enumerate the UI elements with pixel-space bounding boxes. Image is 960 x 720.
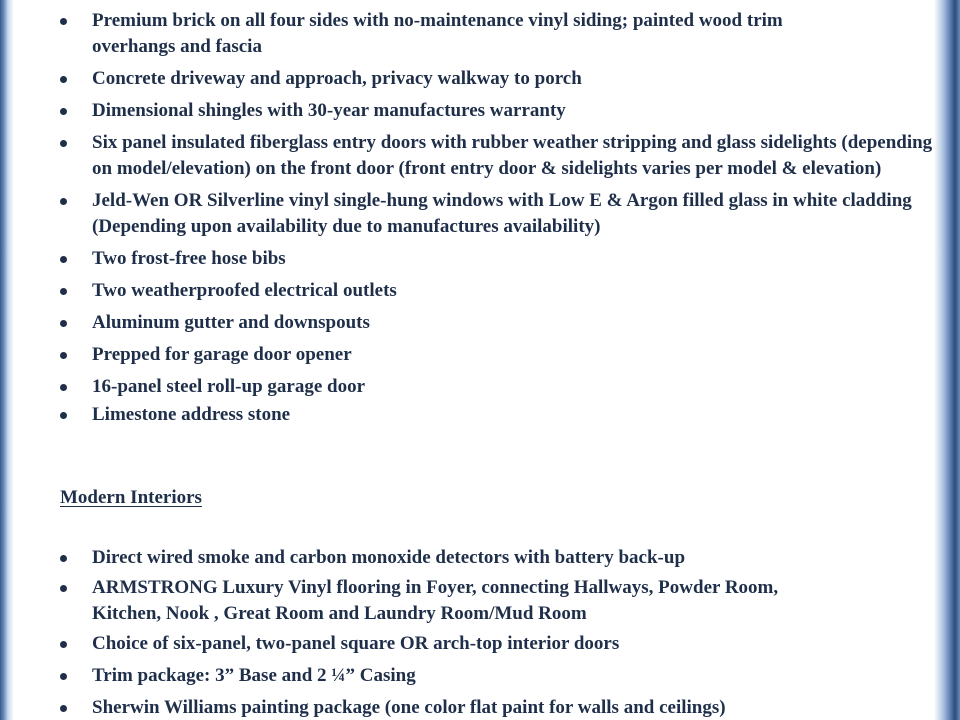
list-item: [60, 695, 910, 720]
bullet-icon: [60, 140, 67, 147]
page-border-right: [934, 0, 960, 720]
list-item: [60, 98, 910, 124]
bullet-icon: [60, 320, 67, 327]
list-item-text: Limestone address stone: [92, 404, 291, 425]
list-item-text: Concrete driveway and approach, privacy walkway to porch: [92, 68, 582, 89]
list-item-text: Aluminum gutter and downspouts: [92, 312, 370, 333]
bullet-icon: [60, 412, 67, 419]
list-item-text: Two frost-free hose bibs: [92, 248, 286, 269]
list-item: [60, 402, 910, 428]
list-item: [60, 188, 942, 240]
list-item: [60, 8, 852, 60]
bullet-icon: [60, 288, 67, 295]
bullet-icon: [60, 108, 67, 115]
list-item: [60, 246, 910, 272]
list-item-text: Dimensional shingles with 30-year manufactures warranty: [92, 100, 566, 121]
bullet-icon: [60, 555, 67, 562]
bullet-icon: [60, 384, 67, 391]
interior-feature-list: [60, 545, 910, 720]
list-item-text: Choice of six-panel, two-panel square OR arch-top interior doors: [92, 633, 620, 654]
list-item: [60, 310, 910, 336]
page-border-left: [0, 0, 14, 720]
bullet-icon: [60, 76, 67, 83]
bullet-icon: [60, 352, 67, 359]
list-item-text: Jeld-Wen OR Silverline vinyl single-hung windows with Low E & Argon filled glass in white cladding (Depending upon availability due to manufactures availability): [92, 190, 912, 237]
list-item: [60, 66, 910, 92]
list-item-text: Six panel insulated fiberglass entry doors with rubber weather stripping and glass sidelights (depending on model/elevation) on the front door (front entry door & sidelights varies per model & elevation): [92, 132, 933, 179]
bullet-icon: [60, 641, 67, 648]
bullet-icon: [60, 705, 67, 712]
list-item: [60, 278, 910, 304]
list-item: [60, 342, 910, 368]
list-item: [60, 130, 942, 182]
list-item: [60, 374, 910, 400]
list-item-text: Two weatherproofed electrical outlets: [92, 280, 397, 301]
bullet-icon: [60, 256, 67, 263]
list-item-text: 16-panel steel roll-up garage door: [92, 376, 366, 397]
list-item: [60, 545, 910, 571]
list-item-text: Premium brick on all four sides with no-maintenance vinyl siding; painted wood trim overhangs and fascia: [92, 10, 783, 57]
list-item-text: Prepped for garage door opener: [92, 344, 352, 365]
list-item: [60, 663, 910, 689]
list-item: [60, 631, 910, 657]
exterior-feature-list: [60, 8, 933, 428]
list-item-text: Direct wired smoke and carbon monoxide detectors with battery back-up: [92, 547, 686, 568]
list-item-text: Sherwin Williams painting package (one color flat paint for walls and ceilings): [92, 697, 726, 718]
list-item-text: ARMSTRONG Luxury Vinyl flooring in Foyer, connecting Hallways, Powder Room, Kitchen, Nook , Great Room and Laundry Room/Mud Room: [92, 577, 779, 624]
bullet-icon: [60, 585, 67, 592]
bullet-icon: [60, 198, 67, 205]
bullet-icon: [60, 673, 67, 680]
list-item-text: Trim package: 3” Base and 2 ¼” Casing: [92, 665, 416, 686]
bullet-icon: [60, 18, 67, 25]
section-heading: Modern Interiors: [60, 487, 202, 508]
list-item: [60, 575, 832, 627]
